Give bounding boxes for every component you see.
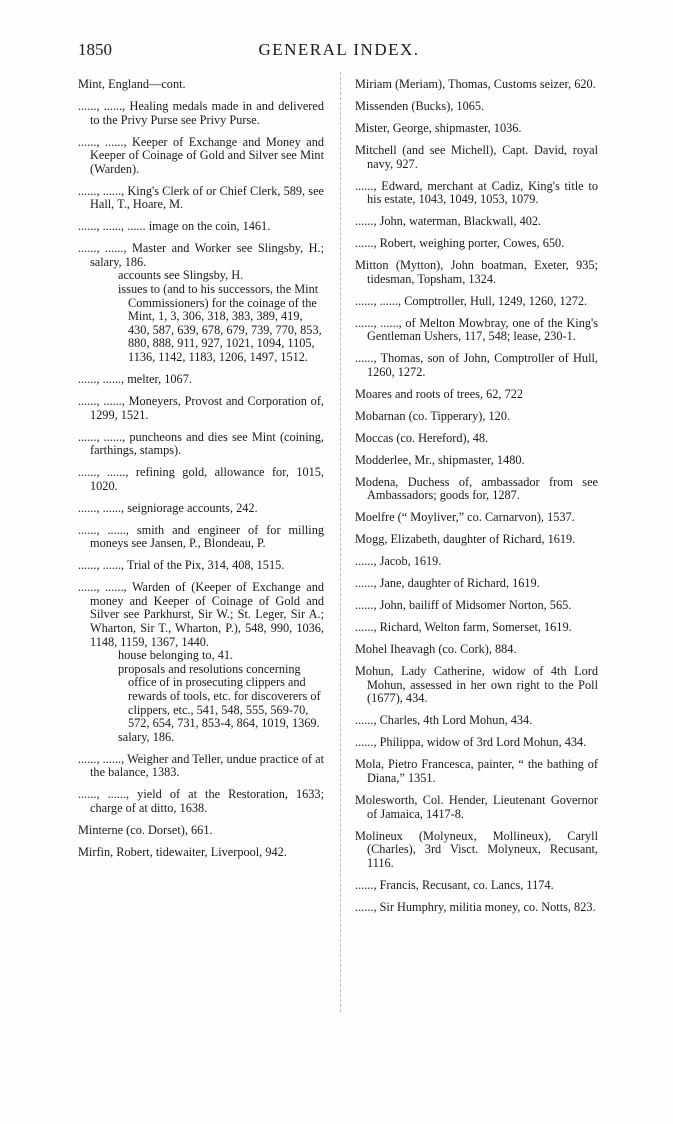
index-column-right xyxy=(355,78,598,923)
index-entry: ......, ......, seigniorage accounts, 242. xyxy=(78,500,258,515)
index-subentry: proposals and resolutions concerning office of in prosecuting clippers and rewards of tools, etc. for discoverers of clippers, etc., 541, 548, 555, 569-70, 572, 654, 731, 853-4, 864, 1019, 1369. xyxy=(118,661,321,731)
index-entry: ......, Sir Humphry, militia money, co. Notts, 823. xyxy=(355,899,596,914)
index-entry: Modena, Duchess of, ambassador from see Ambassadors; goods for, 1287. xyxy=(355,474,598,503)
index-column-left xyxy=(78,78,324,868)
index-entry: ......, ......, yield of at the Restoration, 1633; charge of at ditto, 1638. xyxy=(78,787,324,815)
index-entry: Mola, Pietro Francesca, painter, “ the bathing of Diana,” 1351. xyxy=(355,757,598,785)
index-entry: Moares and roots of trees, 62, 722 xyxy=(355,386,524,401)
index-entry: Mohel Iheavagh (co. Cork), 884. xyxy=(355,642,517,657)
index-subentry: house belonging to, 41. xyxy=(118,648,234,663)
index-entry: ......, Jane, daughter of Richard, 1619. xyxy=(355,576,540,591)
index-entry: Mobarnan (co. Tipperary), 120. xyxy=(355,408,511,423)
index-entry: ......, Richard, Welton farm, Somerset, 1619. xyxy=(355,620,572,635)
index-entry: ......, ......, Moneyers, Provost and Corporation of, 1299, 1521. xyxy=(78,394,324,422)
index-entry: Minterne (co. Dorset), 661. xyxy=(78,822,213,837)
index-entry: Mitton (Mytton), John boatman, Exeter, 935; tidesman, Topsham, 1324. xyxy=(355,258,598,286)
index-entry: Mogg, Elizabeth, daughter of Richard, 1619. xyxy=(355,532,576,547)
running-title: GENERAL INDEX. xyxy=(258,40,420,59)
index-entry: ......, ......, Trial of the Pix, 314, 408, 1515. xyxy=(78,558,285,573)
index-entry: ......, ......, ...... image on the coin, 1461. xyxy=(78,219,271,234)
index-entry: Molesworth, Col. Hender, Lieutenant Governor of Jamaica, 1417-8. xyxy=(355,792,598,821)
index-entry: ......, ......, Comptroller, Hull, 1249, 1260, 1272. xyxy=(355,293,588,308)
index-entry: ......, Edward, merchant at Cadiz, King's title to his estate, 1043, 1049, 1053, 1079. xyxy=(355,178,598,207)
index-entry: ......, ......, Warden of (Keeper of Exchange and money and Keeper of Coinage of Gold and Silver see Parkhurst, Sir W.; St. Leger, Sir A.; Wharton, Sir T., Wharton, P.), 548, 990, 1036, 1148, 1159, 1367, 1440. xyxy=(78,580,324,649)
index-entry: Mister, George, shipmaster, 1036. xyxy=(355,120,522,135)
index-entry: ......, ......, Keeper of Exchange and Money and Keeper of Coinage of Gold and Silver see Mint (Warden). xyxy=(78,134,324,176)
index-entry: Mint, England—cont. xyxy=(78,77,186,91)
page-header xyxy=(78,40,600,64)
column-divider xyxy=(340,72,341,1012)
index-entry: ......, John, waterman, Blackwall, 402. xyxy=(355,214,542,229)
page-number: 1850 xyxy=(78,40,112,59)
index-entry: ......, ......, Weigher and Teller, undue practice of at the balance, 1383. xyxy=(78,751,324,780)
index-entry: Modderlee, Mr., shipmaster, 1480. xyxy=(355,452,525,467)
index-entry: ......, Thomas, son of John, Comptroller of Hull, 1260, 1272. xyxy=(355,351,598,379)
index-entry: ......, ......, puncheons and dies see Mint (coining, farthings, stamps). xyxy=(78,429,324,458)
index-entry: ......, ......, Healing medals made in and delivered to the Privy Purse see Privy Purse. xyxy=(78,98,324,127)
index-entry: Miriam (Meriam), Thomas, Customs seizer, 620. xyxy=(355,77,596,91)
index-entry: ......, ......, melter, 1067. xyxy=(78,372,192,387)
index-entry: ......, ......, of Melton Mowbray, one of the King's Gentleman Ushers, 117, 548; lease, 230-1. xyxy=(355,315,598,344)
index-entry: Mirfin, Robert, tidewaiter, Liverpool, 942. xyxy=(78,844,287,859)
index-entry: ......, ......, refining gold, allowance for, 1015, 1020. xyxy=(78,465,324,493)
index-entry: ......, John, bailiff of Midsomer Norton, 565. xyxy=(355,598,572,613)
index-entry: Molineux (Molyneux, Mollineux), Caryll (Charles), 3rd Visct. Molyneux, Recusant, 1116. xyxy=(355,828,598,870)
index-subentry: salary, 186. xyxy=(118,729,175,744)
index-entry: ......, ......, Master and Worker see Slingsby, H.; salary, 186. xyxy=(78,241,324,269)
index-entry: Missenden (Bucks), 1065. xyxy=(355,98,485,113)
index-entry: Mohun, Lady Catherine, widow of 4th Lord Mohun, assessed in her own right to the Poll (1677), 434. xyxy=(355,664,598,706)
index-entry: ......, Charles, 4th Lord Mohun, 434. xyxy=(355,713,533,728)
index-entry: Mitchell (and see Michell), Capt. David, royal navy, 927. xyxy=(355,142,598,171)
index-entry: ......, ......, smith and engineer of for milling moneys see Jansen, P., Blondeau, P. xyxy=(78,522,324,551)
index-entry: ......, Francis, Recusant, co. Lancs, 1174. xyxy=(355,877,554,892)
index-entry: Moelfre (“ Moyliver,” co. Carnarvon), 1537. xyxy=(355,510,575,525)
index-entry: ......, Jacob, 1619. xyxy=(355,554,442,569)
index-subentry: accounts see Slingsby, H. xyxy=(118,268,244,283)
index-entry: ......, ......, King's Clerk of or Chief Clerk, 589, see Hall, T., Hoare, M. xyxy=(78,183,324,212)
index-entry: ......, Robert, weighing porter, Cowes, 650. xyxy=(355,236,565,251)
index-subentry: issues to (and to his successors, the Mint Commissioners) for the coinage of the Mint, 1, 3, 306, 318, 383, 389, 419, 430, 587, 639, 678, 679, 739, 770, 853, 880, 888, 911, 927, 1021, 1094, 1105, 1136, 1142, 1183, 1206, 1497, 1512. xyxy=(118,282,322,365)
index-entry: Moccas (co. Hereford), 48. xyxy=(355,430,489,445)
index-entry: ......, Philippa, widow of 3rd Lord Mohun, 434. xyxy=(355,735,587,750)
